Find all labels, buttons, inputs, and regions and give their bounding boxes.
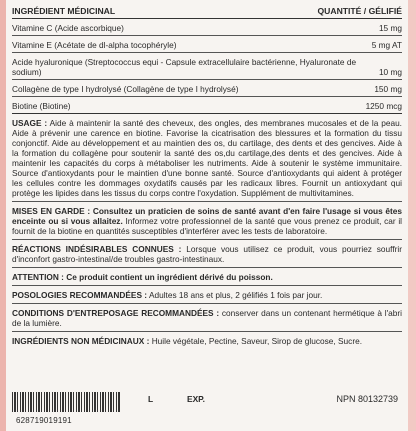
attention-title: ATTENTION :: [12, 272, 64, 282]
nonmed-text: Huile végétale, Pectine, Saveur, Sirop de glucose, Sucre.: [151, 336, 362, 346]
ingredient-row: [12, 19, 402, 36]
attention-text: Ce produit contient un ingrédient dérivé du poisson.: [66, 272, 273, 282]
barcode: [12, 392, 120, 412]
ingredient-row: [12, 97, 402, 114]
adverse-title: RÉACTIONS INDÉSIRABLES CONNUES :: [12, 244, 182, 254]
attention-section: [12, 268, 402, 286]
ingredient-amount: 150 mg: [374, 84, 402, 94]
exp-label: EXP.: [187, 394, 206, 404]
usage-text: Aide à maintenir la santé des cheveux, des ongles, des membranes mucosales et de la peau. Aide à prévenir une carence en biotine. Favorise la cicatrisation des blessures et la formation du tissu conjonctif. Aide au développement et au maintien des os, du cartilage, des dents et des gencives. Aide à la formation du collagène pour soutenir la santé des os,du cartilage,des dents et des gencives. Aide à maintenir les capacités du corps à métaboliser les nutriments. Aide à soutenir le système immunitaire. Source d'antioxydants pour le maintien d'une bonne santé. Source d'antioxydants qui aident à protéger les cellules contre les dommages oxydatifs causés par les radicaux libres. Fournit un antioxydant qui protège les lipides dans les tissus du corps contre l'oxydation. Supplément de multivitamines.: [12, 118, 402, 198]
ingredient-row: [12, 53, 402, 80]
right-border: [408, 0, 416, 431]
ingredient-name: Acide hyaluronique (Streptococcus equi - Capsule extracellulaire bactérienne, Hyaluronate de sodium): [12, 57, 357, 77]
ingredient-name: Vitamine C (Acide ascorbique): [12, 23, 124, 33]
ingredient-row: [12, 80, 402, 97]
lot-label: L: [148, 394, 154, 404]
label-content: [12, 6, 402, 349]
ingredient-name: Collagène de type I hydrolysé (Collagène de type I hydrolysé): [12, 84, 239, 94]
usage-section: [12, 114, 402, 202]
table-header: [12, 6, 402, 19]
dosage-title: POSOLOGIES RECOMMANDÉES :: [12, 290, 148, 300]
ingredient-amount: 10 mg: [378, 67, 402, 77]
header-ingredient: INGRÉDIENT MÉDICINAL: [12, 6, 116, 16]
storage-text: conserver dans un contenant hermétique à l'abri de la lumière.: [12, 308, 403, 328]
ingredient-amount: 1250 mcg: [365, 101, 402, 111]
ingredient-row: [12, 36, 402, 53]
barcode-number: 628719019191: [16, 416, 72, 425]
ingredient-amount: 5 mg AT: [371, 40, 402, 50]
nonmed-title: INGRÉDIENTS NON MÉDICINAUX :: [12, 336, 150, 346]
label-footer: [12, 388, 402, 425]
nonmed-section: [12, 332, 402, 349]
warning-title: MISES EN GARDE :: [12, 206, 91, 216]
ingredient-name: Biotine (Biotine): [12, 101, 71, 111]
usage-title: USAGE :: [12, 118, 48, 128]
dosage-text: Adultes 18 ans et plus, 2 gélifiés 1 fois par jour.: [148, 290, 323, 300]
label-panel: [6, 0, 408, 431]
header-quantity: QUANTITÉ / GÉLIFIÉ: [317, 6, 402, 16]
storage-section: [12, 304, 402, 332]
warning-bold-text: Consultez un praticien de soins de santé avant d'en faire l'usage si vous êtes enceinte ou si vous allaitez.: [12, 206, 402, 226]
warning-section: [12, 202, 402, 240]
adverse-section: [12, 240, 402, 268]
npn-number: NPN 80132739: [336, 394, 398, 404]
ingredient-name: Vitamine E (Acétate de dl-alpha tocophéryle): [12, 40, 177, 50]
ingredient-amount: 15 mg: [378, 23, 402, 33]
dosage-section: [12, 286, 402, 304]
adverse-text: Lorsque vous utilisez ce produit, vous pourriez souffrir d'inconfort gastro-intestinal/de troubles gastro-intestinaux.: [12, 244, 402, 264]
storage-title: CONDITIONS D'ENTREPOSAGE RECOMMANDÉES :: [12, 308, 220, 318]
warning-text: Informez votre professionnel de la santé que vous prenez ce produit, car il fournit de la biotine en quantités susceptibles d'interférer avec les tests de laboratoire.: [12, 216, 403, 236]
